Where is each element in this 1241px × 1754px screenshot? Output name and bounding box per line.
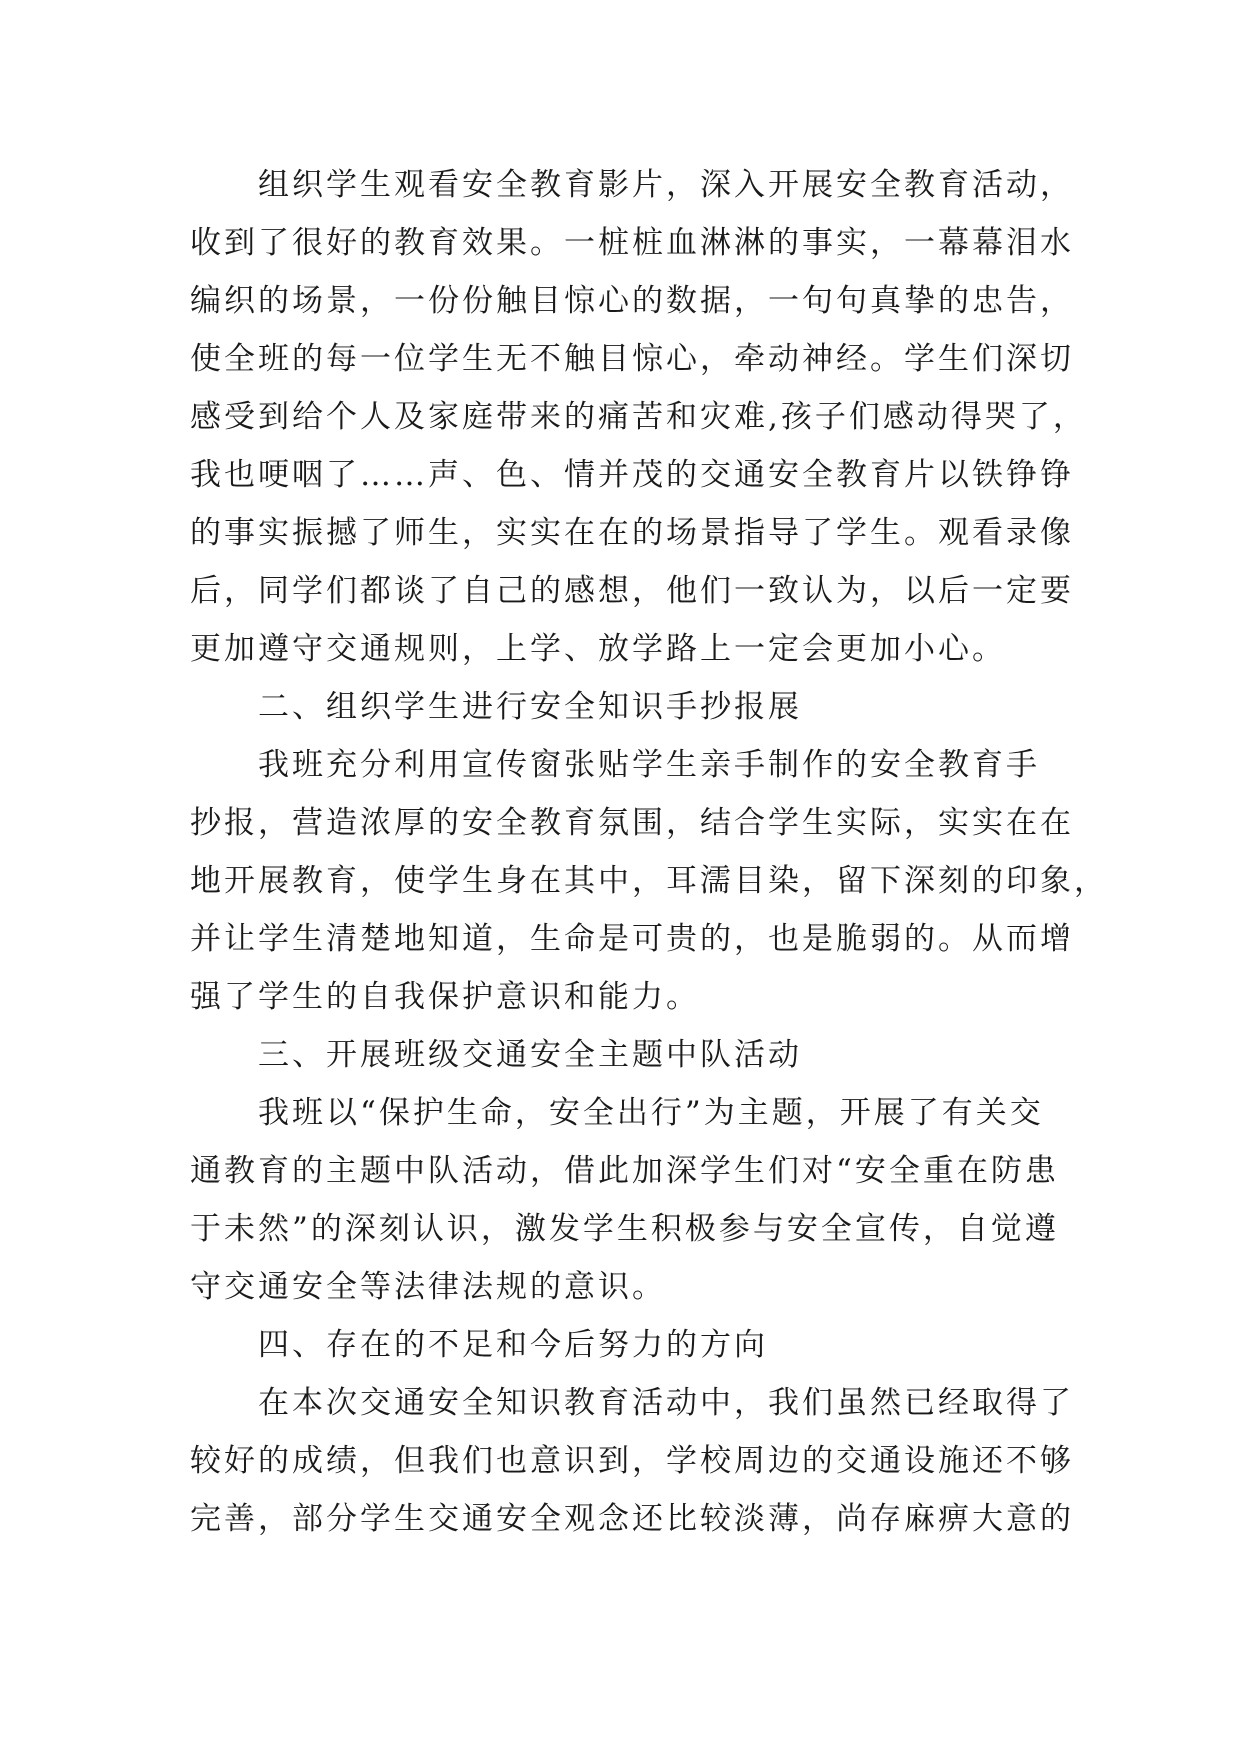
text-line: 使全班的每一位学生无不触目惊心，牵动神经。学生们深切 [190,341,1074,377]
text-line: 地开展教育，使学生身在其中，耳濡目染，留下深刻的印象， [190,863,1108,899]
text-line: 于未然”的深刻认识，激发学生积极参与安全宣传，自觉遵 [190,1211,1059,1247]
text-line: 在本次交通安全知识教育活动中，我们虽然已经取得了 [258,1385,1074,1421]
text-line: 编织的场景，一份份触目惊心的数据，一句句真挚的忠告， [190,283,1074,319]
text-line: 抄报，营造浓厚的安全教育氛围，结合学生实际，实实在在 [190,805,1074,841]
section-heading: 三、开展班级交通安全主题中队活动 [258,1037,802,1073]
text-line: 的事实振撼了师生，实实在在的场景指导了学生。观看录像 [190,515,1074,551]
text-line: 守交通安全等法律法规的意识。 [190,1269,666,1305]
text-line: 收到了很好的教育效果。一桩桩血淋淋的事实，一幕幕泪水 [190,225,1074,261]
section-heading: 四、存在的不足和今后努力的方向 [258,1327,768,1363]
text-line: 我班充分利用宣传窗张贴学生亲手制作的安全教育手 [258,747,1040,783]
text-line: 我也哽咽了……声、色、情并茂的交通安全教育片以铁铮铮 [190,457,1074,493]
document-body [190,156,1108,1548]
text-line: 感受到给个人及家庭带来的痛苦和灾难,孩子们感动得哭了， [190,399,1087,435]
text-line: 更加遵守交通规则，上学、放学路上一定会更加小心。 [190,631,1006,667]
text-line: 组织学生观看安全教育影片，深入开展安全教育活动， [258,167,1074,203]
section-heading: 二、组织学生进行安全知识手抄报展 [258,689,802,725]
text-line: 后，同学们都谈了自己的感想，他们一致认为，以后一定要 [190,573,1074,609]
text-line: 完善，部分学生交通安全观念还比较淡薄，尚存麻痹大意的 [190,1501,1074,1537]
text-line: 通教育的主题中队活动，借此加深学生们对“安全重在防患 [190,1153,1059,1189]
text-line: 并让学生清楚地知道，生命是可贵的，也是脆弱的。从而增 [190,921,1074,957]
text-line: 强了学生的自我保护意识和能力。 [190,979,700,1015]
text-line: 我班以“保护生命，安全出行”为主题，开展了有关交 [258,1095,1044,1131]
text-line: 较好的成绩，但我们也意识到，学校周边的交通设施还不够 [190,1443,1074,1479]
